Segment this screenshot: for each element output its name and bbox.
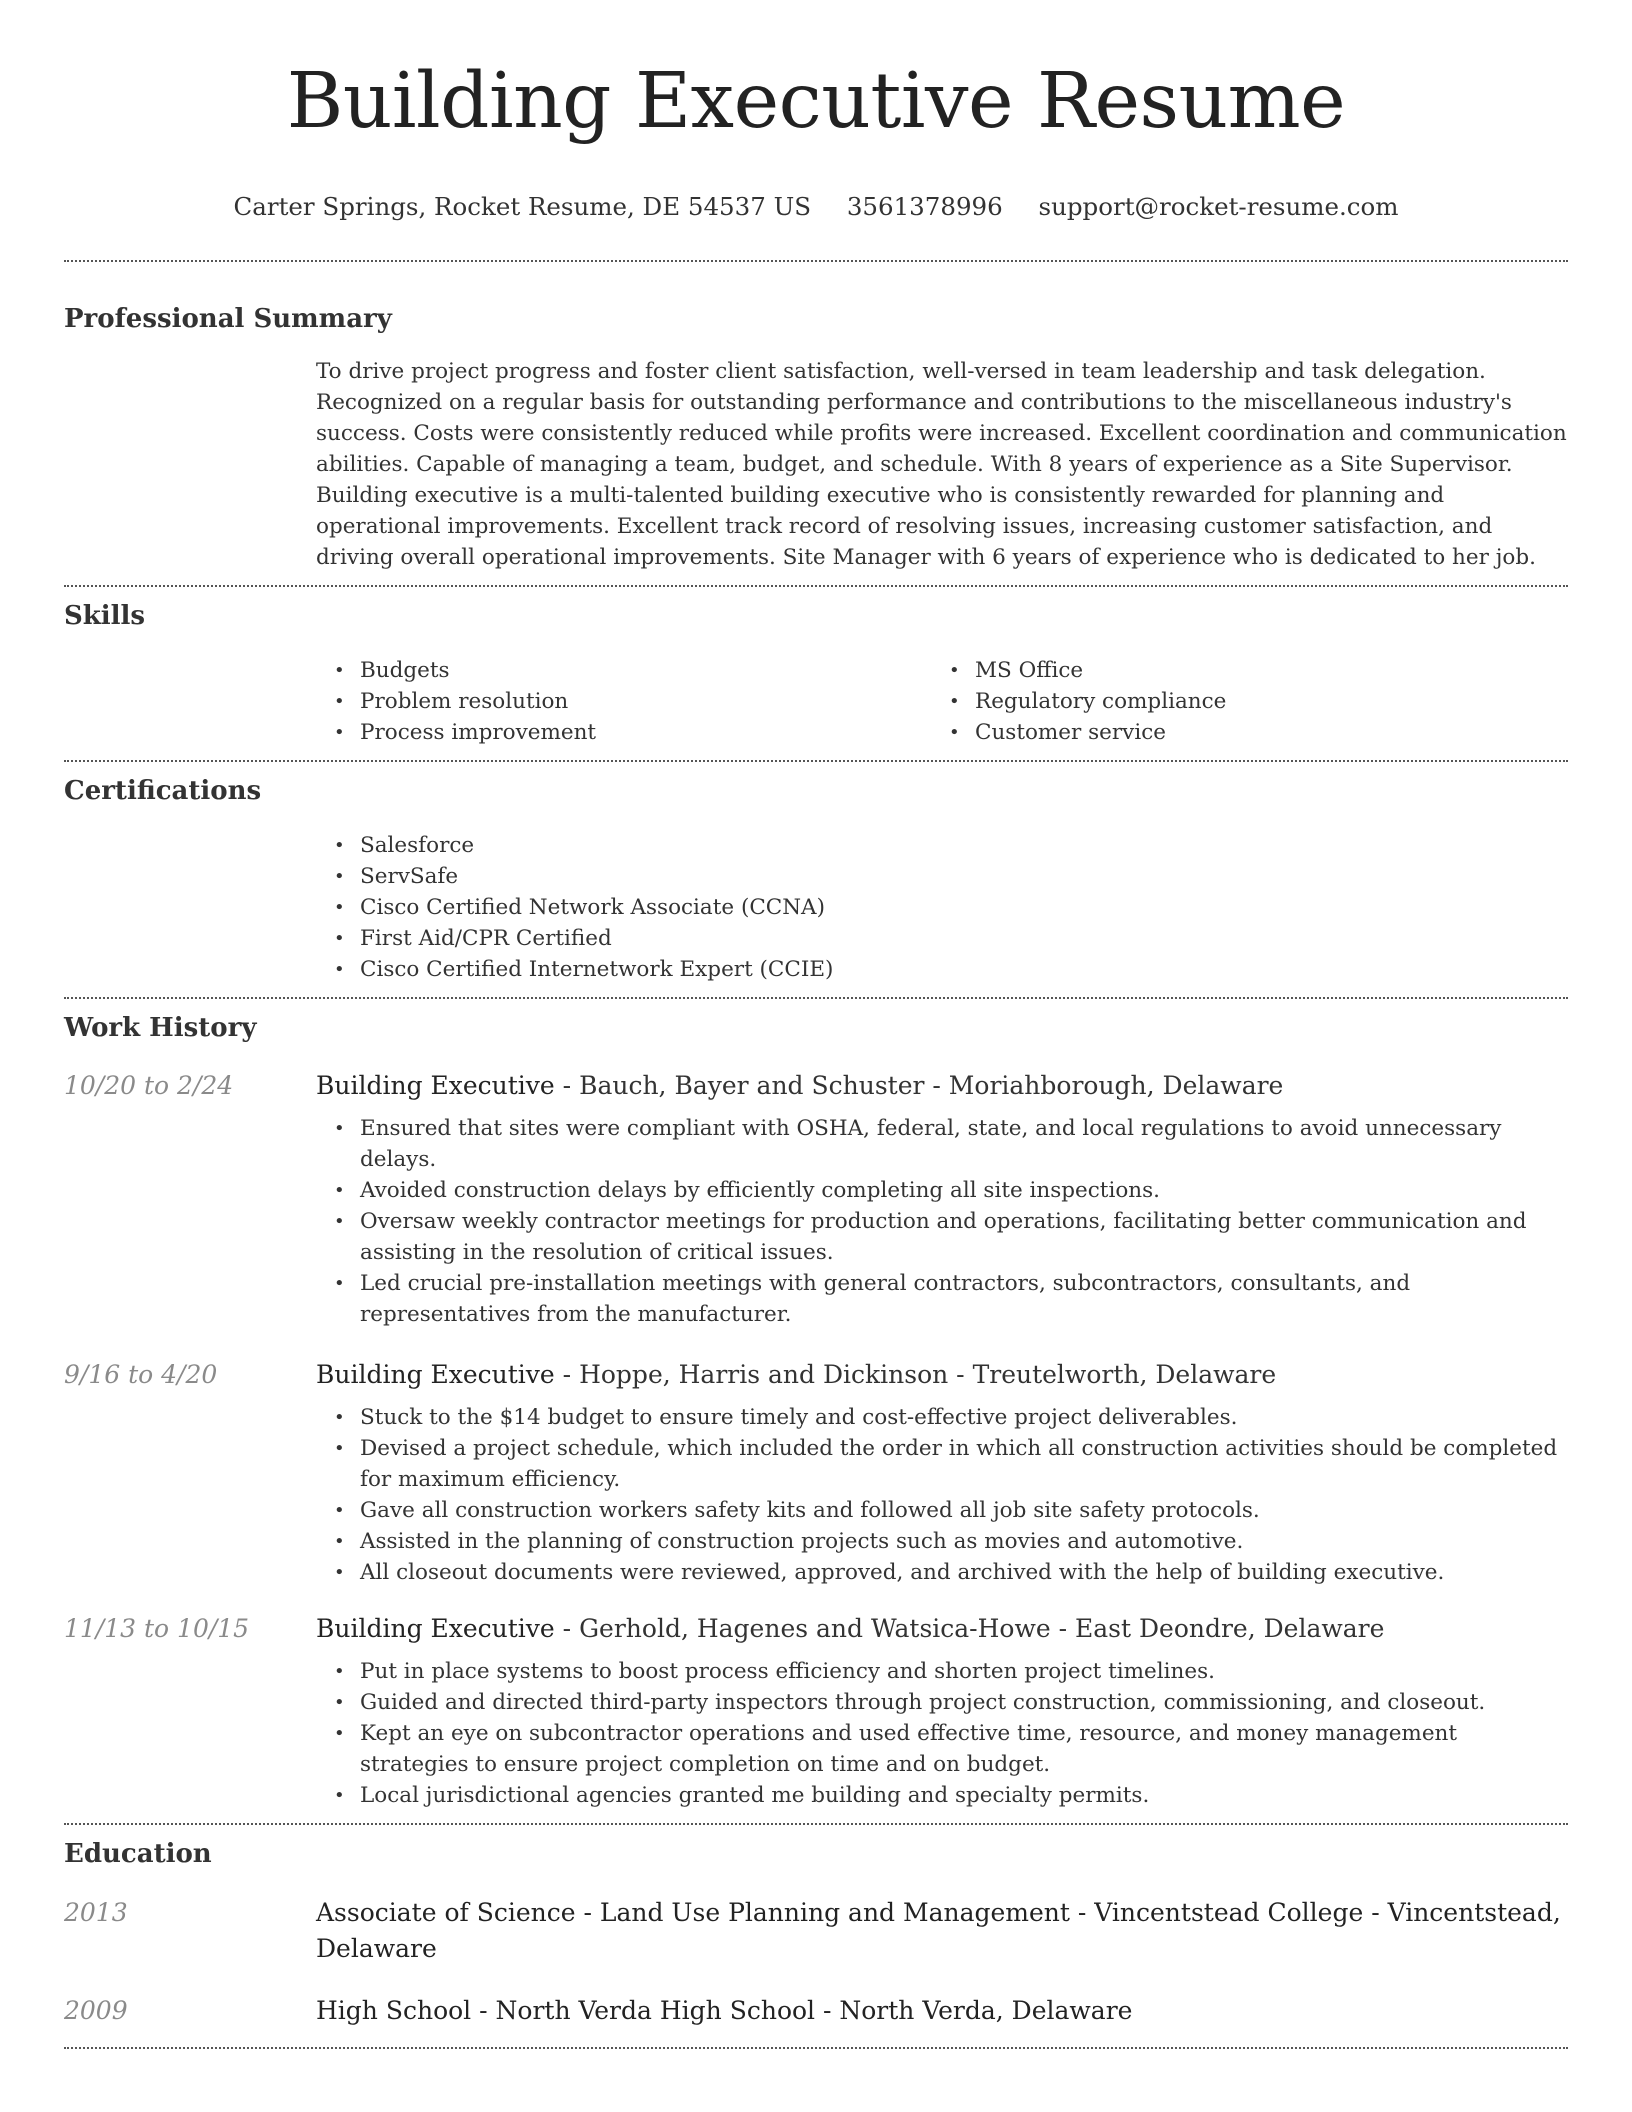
contact-email: support@rocket-resume.com <box>1038 192 1399 221</box>
skill-item: • MS Office <box>931 655 1546 686</box>
section-heading: Skills <box>64 601 146 631</box>
section-heading: Education <box>64 1839 212 1869</box>
job-heading: Building Executive - Bauch, Bayer and Schuster - Moriahborough, Delaware <box>316 1071 1284 1100</box>
section-divider <box>64 2047 1568 2049</box>
education-degree: High School <box>316 1996 472 2025</box>
education-heading: Associate of Science - Land Use Planning and Management - Vincentstead College - Vincentstead, Delaware <box>316 1898 1561 1963</box>
job-bullet: • All closeout documents were reviewed, approved, and archived with the help of building executive. <box>316 1557 1568 1588</box>
education-entry <box>64 1895 1568 1967</box>
certification-item: • Salesforce <box>316 830 1568 861</box>
resume-title: Building Executive Resume <box>286 57 1346 146</box>
job-bullets <box>316 1402 1568 1588</box>
section-heading: Certifications <box>64 776 262 806</box>
job-bullet: • Devised a project schedule, which included the order in which all construction activities should be completed for maximum efficiency. <box>316 1433 1568 1495</box>
education-section <box>64 1837 1568 2047</box>
contact-address: Carter Springs, Rocket Resume, DE 54537 US <box>233 192 812 221</box>
education-details: North Verda High School - North Verda, Delaware <box>495 1996 1133 2025</box>
skills-list-left <box>316 655 931 748</box>
education-degree: Associate of Science <box>316 1898 576 1927</box>
job-bullet: • Oversaw weekly contractor meetings for production and operations, facilitating better communication and assisting in the resolution of critical issues. <box>316 1206 1568 1268</box>
section-heading: Work History <box>64 1013 257 1043</box>
skills-list-right <box>931 655 1546 748</box>
job-entry <box>64 1612 1568 1823</box>
certification-item: • First Aid/CPR Certified <box>316 923 1568 954</box>
job-bullet: • Avoided construction delays by efficiently completing all site inspections. <box>316 1175 1568 1206</box>
job-entry <box>64 1069 1568 1330</box>
education-details: Land Use Planning and Management - Vincentstead College - Vincentstead, Delaware <box>316 1898 1561 1963</box>
section-divider <box>64 997 1568 999</box>
skill-item: • Customer service <box>931 717 1546 748</box>
certification-item: • Cisco Certified Internetwork Expert (CCIE) <box>316 954 1568 985</box>
skills-section <box>64 599 1568 760</box>
certification-item: • Cisco Certified Network Associate (CCNA) <box>316 892 1568 923</box>
section-heading: Professional Summary <box>64 304 392 334</box>
job-bullet: • Put in place systems to boost process efficiency and shorten project timelines. <box>316 1656 1568 1687</box>
job-employer: Hoppe, Harris and Dickinson - Treutelworth, Delaware <box>579 1360 1277 1389</box>
section-divider <box>64 1823 1568 1825</box>
section-divider <box>64 760 1568 762</box>
job-dates: 11/13 to 10/15 <box>64 1614 250 1643</box>
section-divider <box>64 585 1568 587</box>
skill-item: • Regulatory compliance <box>931 686 1546 717</box>
job-bullet: • Gave all construction workers safety kits and followed all job site safety protocols. <box>316 1495 1568 1526</box>
job-bullet: • Kept an eye on subcontractor operations and used effective time, resource, and money management strategies to ensure project completion on time and on budget. <box>316 1718 1568 1780</box>
job-bullets <box>316 1113 1568 1330</box>
certifications-list <box>316 830 1568 997</box>
certification-item: • ServSafe <box>316 861 1568 892</box>
education-heading: High School - North Verda High School - North Verda, Delaware <box>316 1996 1133 2025</box>
job-bullet: • Assisted in the planning of construction projects such as movies and automotive. <box>316 1526 1568 1557</box>
skill-item: • Budgets <box>316 655 931 686</box>
section-divider <box>64 260 1568 262</box>
job-role: Building Executive <box>316 1614 555 1643</box>
skill-item: • Problem resolution <box>316 686 931 717</box>
work-history-section <box>64 1011 1568 1823</box>
job-dates: 9/16 to 4/20 <box>64 1360 218 1389</box>
job-dates: 10/20 to 2/24 <box>64 1071 234 1100</box>
contact-line <box>64 190 1568 224</box>
skill-item: • Process improvement <box>316 717 931 748</box>
job-bullets <box>316 1656 1568 1823</box>
education-year: 2009 <box>64 1996 128 2025</box>
education-year: 2013 <box>64 1898 128 1927</box>
job-bullet: • Ensured that sites were compliant with OSHA, federal, state, and local regulations to avoid unnecessary delays. <box>316 1113 1568 1175</box>
professional-summary-section <box>64 302 1568 585</box>
job-heading: Building Executive - Hoppe, Harris and Dickinson - Treutelworth, Delaware <box>316 1360 1277 1389</box>
job-role: Building Executive <box>316 1360 555 1389</box>
contact-phone: 3561378996 <box>846 192 1003 221</box>
job-bullet: • Local jurisdictional agencies granted me building and specialty permits. <box>316 1780 1568 1811</box>
job-bullet: • Guided and directed third-party inspectors through project construction, commissioning, and closeout. <box>316 1687 1568 1718</box>
certifications-section <box>64 774 1568 997</box>
job-entry <box>64 1358 1568 1588</box>
job-heading: Building Executive - Gerhold, Hagenes and Watsica-Howe - East Deondre, Delaware <box>316 1614 1385 1643</box>
job-employer: Gerhold, Hagenes and Watsica-Howe - East Deondre, Delaware <box>579 1614 1385 1643</box>
summary-text: To drive project progress and foster client satisfaction, well-versed in team leadership and task delegation. Recognized on a regular basis for outstanding performance and contributions to the miscellaneous industry's success. Costs were consistently reduced while profits were increased. Excellent coordination and communication abilities. Capable of managing a team, budget, and schedule. With 8 years of experience as a Site Supervisor. Building executive is a multi-talented building executive who is consistently rewarded for planning and operational improvements. Excellent track record of resolving issues, increasing customer satisfaction, and driving overall operational improvements. Site Manager with 6 years of experience who is dedicated to her job. <box>316 359 1567 570</box>
job-employer: Bauch, Bayer and Schuster - Moriahborough, Delaware <box>579 1071 1284 1100</box>
job-bullet: • Stuck to the $14 budget to ensure timely and cost-effective project deliverables. <box>316 1402 1568 1433</box>
job-role: Building Executive <box>316 1071 555 1100</box>
skills-columns <box>316 655 1568 760</box>
education-entry <box>64 1993 1568 2047</box>
job-bullet: • Led crucial pre-installation meetings with general contractors, subcontractors, consultants, and representatives from the manufacturer. <box>316 1268 1568 1330</box>
